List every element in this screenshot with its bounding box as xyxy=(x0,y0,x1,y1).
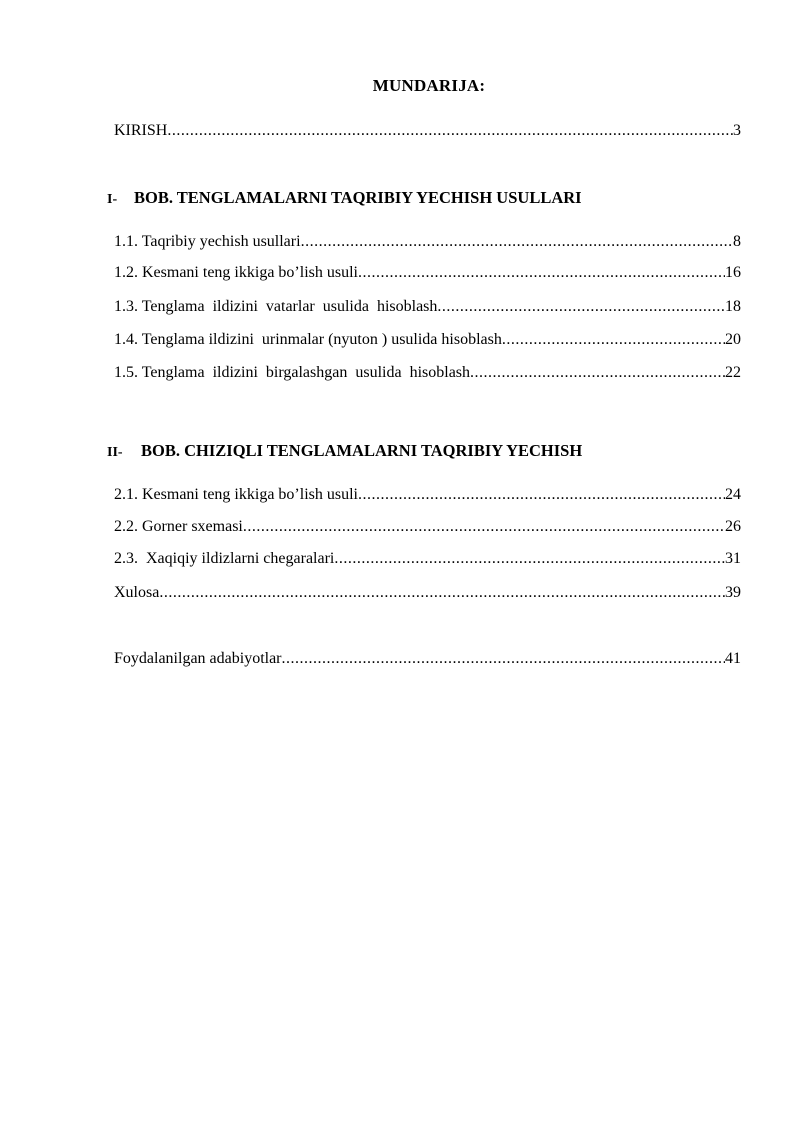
toc-entry-page: 39 xyxy=(725,584,741,601)
dot-leader xyxy=(243,518,725,536)
toc-entry xyxy=(114,264,741,286)
toc-entry-page: 3 xyxy=(733,122,741,139)
chapter-heading-2 xyxy=(107,441,582,461)
toc-entry-label: 2.1. Kesmani teng ikkiga bo’lish usuli xyxy=(114,486,358,503)
toc-entry-intro xyxy=(114,122,741,144)
toc-entry-conclusion xyxy=(114,584,741,606)
toc-entry xyxy=(114,233,741,255)
toc-entry-page: 26 xyxy=(725,518,741,535)
chapter-title: BOB. TENGLAMALARNI TAQRIBIY YECHISH USULLARI xyxy=(134,188,582,207)
dot-leader xyxy=(159,584,725,602)
dot-leader xyxy=(301,233,733,251)
toc-entry-page: 20 xyxy=(725,331,741,348)
toc-entry-label: Xulosa xyxy=(114,584,160,601)
toc-entry-label: KIRISH xyxy=(114,122,168,139)
chapter-title: BOB. CHIZIQLI TENGLAMALARNI TAQRIBIY YECHISH xyxy=(141,441,583,460)
dot-leader xyxy=(502,331,725,349)
toc-entry-page: 31 xyxy=(725,550,741,567)
toc-entry-page: 22 xyxy=(725,364,741,381)
dot-leader xyxy=(358,486,725,504)
dot-leader xyxy=(334,550,725,568)
toc-entry xyxy=(114,298,741,320)
toc-entry-page: 8 xyxy=(733,233,741,250)
dot-leader xyxy=(437,298,725,316)
chapter-heading-1 xyxy=(107,188,582,208)
toc-entry-label: 1.1. Taqribiy yechish usullari xyxy=(114,233,301,250)
toc-entry-page: 41 xyxy=(725,650,741,667)
dot-leader xyxy=(358,264,725,282)
toc-entry-label: 2.3. Xaqiqiy ildizlarni chegaralari xyxy=(114,550,335,567)
toc-entry xyxy=(114,550,741,572)
toc-entry xyxy=(114,364,741,386)
toc-entry-page: 16 xyxy=(725,264,741,281)
toc-entry xyxy=(114,518,741,540)
toc-entry xyxy=(114,486,741,508)
page-title: MUNDARIJA: xyxy=(372,76,486,95)
toc-entry-label: 1.3. Tenglama ildizini vatarlar usulida hisoblash xyxy=(114,298,438,315)
toc-entry-label: Foydalanilgan adabiyotlar xyxy=(114,650,282,667)
toc-entry-label: 1.4. Tenglama ildizini urinmalar (nyuton ) usulida hisoblash xyxy=(114,331,502,348)
chapter-number: I- xyxy=(107,192,118,207)
chapter-number: II- xyxy=(107,445,123,460)
toc-entry-label: 1.2. Kesmani teng ikkiga bo’lish usuli xyxy=(114,264,358,281)
toc-entry-label: 1.5. Tenglama ildizini birgalashgan usulida hisoblash xyxy=(114,364,471,381)
toc-entry-references xyxy=(114,650,741,672)
toc-entry-page: 24 xyxy=(725,486,741,503)
dot-leader xyxy=(282,650,725,668)
toc-entry-page: 18 xyxy=(725,298,741,315)
toc-entry-label: 2.2. Gorner sxemasi xyxy=(114,518,243,535)
dot-leader xyxy=(470,364,725,382)
dot-leader xyxy=(167,122,733,140)
toc-entry xyxy=(114,331,741,353)
